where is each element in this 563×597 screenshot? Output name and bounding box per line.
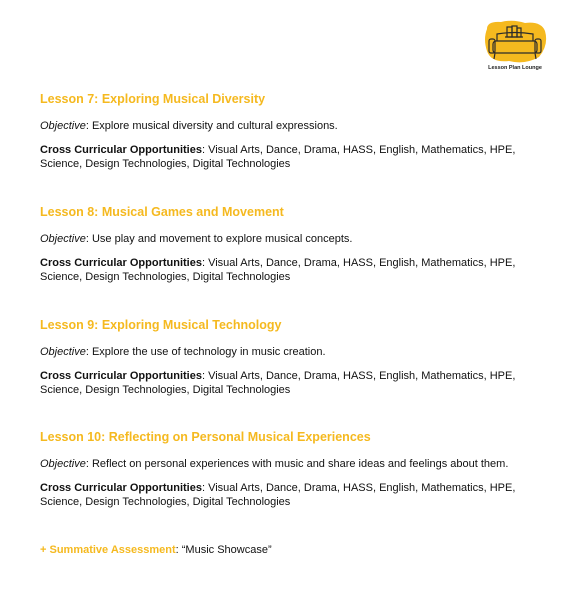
lesson-9 (40, 318, 540, 397)
lesson-title: Lesson 8: Musical Games and Movement (40, 205, 284, 219)
cross-curricular (40, 369, 540, 397)
couch-with-books-icon (479, 19, 551, 65)
objective-label: Objective (40, 233, 86, 245)
lesson-8 (40, 205, 540, 284)
cross-curricular-text: : Visual Arts, Dance, Drama, HASS, English, Mathematics, HPE, Science, Design Technologies, Digital Technologies (40, 257, 516, 283)
objective-label: Objective (40, 120, 86, 132)
cross-curricular (40, 143, 540, 171)
objective-text: : Reflect on personal experiences with music and share ideas and feelings about them. (85, 458, 509, 470)
lesson-plan-lounge-logo (479, 19, 551, 75)
cross-curricular-text: : Visual Arts, Dance, Drama, HASS, English, Mathematics, HPE, Science, Design Technologies, Digital Technologies (40, 482, 516, 508)
objective-text: : Explore musical diversity and cultural expressions. (85, 120, 338, 132)
cross-curricular (40, 256, 540, 284)
lesson-title: Lesson 10: Reflecting on Personal Musical Experiences (40, 430, 371, 444)
lesson-title: Lesson 7: Exploring Musical Diversity (40, 92, 266, 106)
summative-assessment (40, 543, 272, 557)
objective-label: Objective (40, 346, 86, 358)
lesson-objective (40, 457, 540, 471)
cross-curricular-label: Cross Curricular Opportunities (40, 144, 202, 156)
lesson-title: Lesson 9: Exploring Musical Technology (40, 318, 282, 332)
lesson-7 (40, 92, 540, 171)
lesson-objective (40, 345, 540, 359)
summative-label: + Summative Assessment (40, 544, 176, 556)
logo-text: Lesson Plan Lounge (488, 65, 542, 71)
cross-curricular-label: Cross Curricular Opportunities (40, 370, 202, 382)
cross-curricular-label: Cross Curricular Opportunities (40, 482, 202, 494)
lesson-objective (40, 119, 540, 133)
cross-curricular-label: Cross Curricular Opportunities (40, 257, 202, 269)
lesson-objective (40, 232, 540, 246)
lesson-10 (40, 430, 540, 509)
summative-text: : “Music Showcase” (175, 544, 272, 556)
objective-text: : Explore the use of technology in music creation. (85, 346, 326, 358)
cross-curricular (40, 481, 540, 509)
cross-curricular-text: : Visual Arts, Dance, Drama, HASS, English, Mathematics, HPE, Science, Design Technologies, Digital Technologies (40, 370, 516, 396)
objective-text: : Use play and movement to explore musical concepts. (85, 233, 353, 245)
cross-curricular-text: : Visual Arts, Dance, Drama, HASS, English, Mathematics, HPE, Science, Design Technologies, Digital Technologies (40, 144, 516, 170)
objective-label: Objective (40, 458, 86, 470)
